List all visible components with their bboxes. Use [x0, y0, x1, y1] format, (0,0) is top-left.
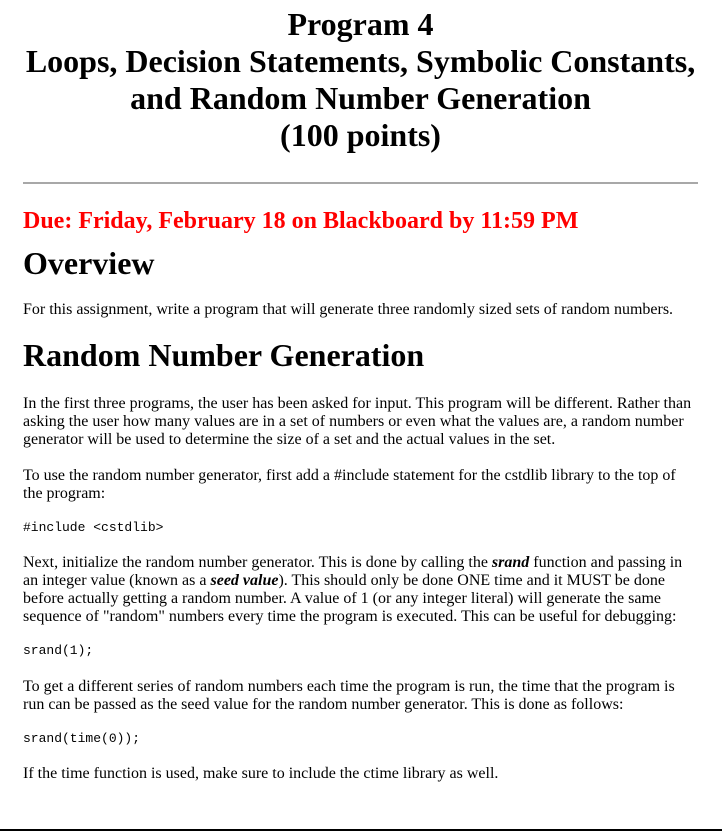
title-line-3: and Random Number Generation — [130, 80, 591, 116]
random-paragraph-1: In the first three programs, the user has been asked for input. This program will be different. Rather than asking the user how many values are in a set of numbers or even what the values are, a random number generator will be used to determine the size of a set and the actual values in the set. — [23, 395, 692, 448]
horizontal-divider — [23, 182, 698, 184]
code-include-cstdlib: #include <cstdlib> — [23, 520, 164, 535]
random-number-heading: Random Number Generation — [23, 337, 425, 373]
random-paragraph-4: To get a different series of random numbers each time the program is run, the time that the program is run can be passed as the seed value for the random number generator. This is done as follows: — [23, 678, 675, 713]
document-page — [0, 6, 722, 783]
p3-text-b: function and passing in an integer value (known as a — [23, 554, 683, 589]
srand-keyword: srand — [491, 554, 530, 571]
title-line-4: (100 points) — [280, 117, 441, 153]
p3-text-a: Next, initialize the random number generator. This is done by calling the — [23, 554, 492, 571]
overview-heading: Overview — [23, 245, 155, 281]
code-srand-time: srand(time(0)); — [23, 731, 141, 746]
title-line-1: Program 4 — [287, 6, 434, 42]
seed-value-term: seed value — [210, 572, 279, 589]
random-paragraph-3 — [23, 554, 698, 626]
page-title — [23, 6, 698, 154]
random-paragraph-5: If the time function is used, make sure to include the ctime library as well. — [23, 765, 499, 782]
code-srand-1: srand(1); — [23, 643, 94, 658]
p3-text-c: ). This should only be done ONE time and it MUST be done before actually getting a random number. A value of 1 (or any integer literal) will generate the same sequence of "random" numbers every time the program is executed. This can be useful for debugging: — [23, 572, 677, 625]
random-paragraph-2: To use the random number generator, first add a #include statement for the cstdlib library to the top of the program: — [23, 467, 676, 502]
due-date: Due: Friday, February 18 on Blackboard by 11:59 PM — [23, 208, 579, 234]
title-line-2: Loops, Decision Statements, Symbolic Constants, — [25, 43, 696, 79]
overview-text: For this assignment, write a program that will generate three randomly sized sets of random numbers. — [23, 301, 674, 318]
